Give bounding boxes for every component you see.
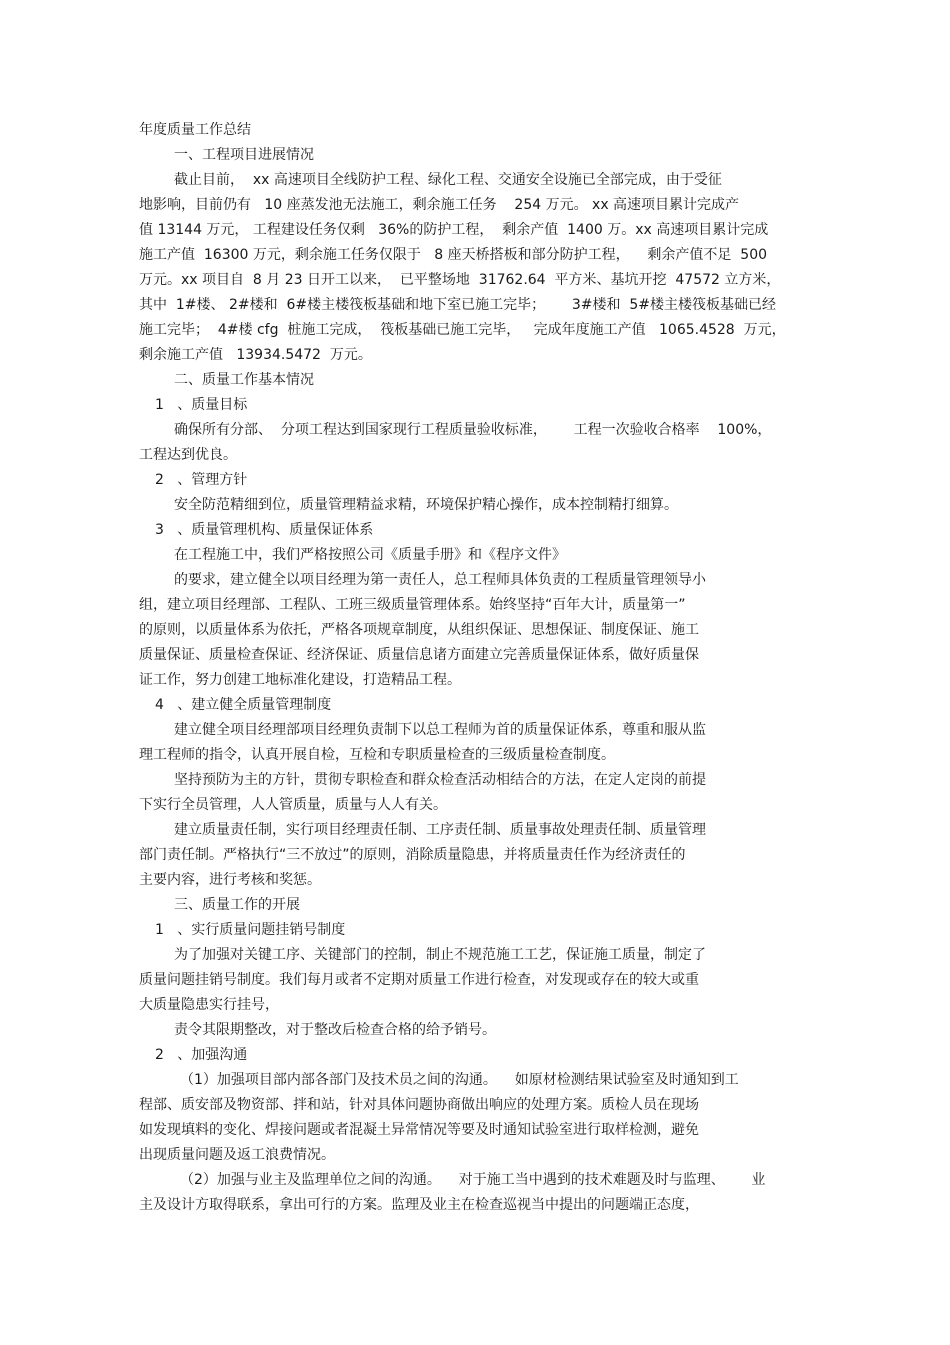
text-line: 为了加强对关键工序、关键部门的控制，制止不规范施工工艺，保证施工质量，制定了 [174, 947, 706, 963]
text-line: 质量问题挂销号制度。我们每月或者不定期对质量工作进行检查，对发现或存在的较大或重 [139, 972, 699, 988]
text-line: 责令其限期整改，对于整改后检查合格的给予销号。 [174, 1022, 496, 1038]
text-line: 安全防范精细到位，质量管理精益求精，环境保护精心操作，成本控制精打细算。 [174, 497, 678, 513]
text-line: 二、质量工作基本情况 [174, 372, 314, 388]
text-line: （2）加强与业主及监理单位之间的沟通。 对于施工当中遇到的技术难题及时与监理、 业 [180, 1172, 766, 1188]
text-line: 理工程师的指令，认真开展自检，互检和专职质量检查的三级质量检查制度。 [139, 747, 615, 763]
text-line: 值 13144 万元， 工程建设任务仅剩 36%的防护工程， 剩余产值 1400 万。xx 高速项目累计完成 [139, 222, 769, 238]
text-line: 建立质量责任制，实行项目经理责任制、工序责任制、质量事故处理责任制、质量管理 [174, 822, 706, 838]
text-line: 的要求，建立健全以项目经理为第一责任人，总工程师具体负责的工程质量管理领导小 [174, 572, 706, 588]
text-line: 万元。xx 项目自 8 月 23 日开工以来， 已平整场地 31762.64 平方米、基坑开挖 47572 立方米， [139, 272, 781, 288]
text-line: 主要内容，进行考核和奖惩。 [139, 872, 321, 888]
text-line: 组，建立项目经理部、工程队、工班三级质量管理体系。始终坚持“百年大计，质量第一” [139, 597, 686, 613]
text-line: 部门责任制。严格执行“三不放过”的原则，消除质量隐患，并将质量责任作为经济责任的 [139, 847, 686, 863]
text-line: 工程达到优良。 [139, 447, 237, 463]
text-line: 质量保证、质量检查保证、经济保证、质量信息诸方面建立完善质量保证体系，做好质量保 [139, 647, 699, 663]
text-line: 一、工程项目进展情况 [174, 147, 314, 163]
text-line: 4 、建立健全质量管理制度 [155, 697, 332, 713]
text-line: 剩余施工产值 13934.5472 万元。 [139, 347, 372, 363]
text-line: 三、质量工作的开展 [174, 897, 300, 913]
text-line: 其中 1#楼、 2#楼和 6#楼主楼筏板基础和地下室已施工完毕； 3#楼和 5#楼主楼筏板基础已经 [139, 297, 777, 313]
text-line: 在工程施工中，我们严格按照公司《质量手册》和《程序文件》 [174, 547, 566, 563]
text-line: 证工作，努力创建工地标准化建设，打造精品工程。 [139, 672, 461, 688]
text-line: （1）加强项目部内部各部门及技术员之间的沟通。 如原材检测结果试验室及时通知到工 [180, 1072, 739, 1088]
text-line: 2 、管理方针 [155, 472, 248, 488]
text-line: 3 、质量管理机构、质量保证体系 [155, 522, 374, 538]
text-line: 程部、质安部及物资部、拌和站，针对具体问题协商做出响应的处理方案。质检人员在现场 [139, 1097, 699, 1113]
text-line: 坚持预防为主的方针，贯彻专职检查和群众检查活动相结合的方法，在定人定岗的前提 [174, 772, 706, 788]
text-line: 截止目前， xx 高速项目全线防护工程、绿化工程、交通安全设施已全部完成，由于受征 [174, 172, 722, 188]
text-line: 如发现填料的变化、焊接问题或者混凝土异常情况等要及时通知试验室进行取样检测，避免 [139, 1122, 699, 1138]
text-line: 下实行全员管理，人人管质量，质量与人人有关。 [139, 797, 447, 813]
text-line: 1 、质量目标 [155, 397, 248, 413]
text-line: 施工完毕； 4#楼 cfg 桩施工完成， 筏板基础已施工完毕， 完成年度施工产值 1065.4528 万元， [139, 322, 786, 338]
text-line: 1 、实行质量问题挂销号制度 [155, 922, 346, 938]
text-line: 主及设计方取得联系，拿出可行的方案。监理及业主在检查巡视当中提出的问题端正态度， [139, 1197, 699, 1213]
text-line: 确保所有分部、 分项工程达到国家现行工程质量验收标准， 工程一次验收合格率 100%， [174, 422, 772, 438]
text-line: 的原则，以质量体系为依托，严格各项规章制度，从组织保证、思想保证、制度保证、施工 [139, 622, 699, 638]
text-line: 地影响，目前仍有 10 座蒸发池无法施工，剩余施工任务 254 万元。 xx 高速项目累计完成产 [139, 197, 740, 213]
text-line: 出现质量问题及返工浪费情况。 [139, 1147, 335, 1163]
text-line: 建立健全项目经理部项目经理负责制下以总工程师为首的质量保证体系，尊重和服从监 [174, 722, 706, 738]
document-title: 年度质量工作总结 [139, 122, 251, 138]
text-line: 2 、加强沟通 [155, 1047, 248, 1063]
text-line: 施工产值 16300 万元，剩余施工任务仅限于 8 座天桥搭板和部分防护工程， 剩余产值不足 500 [139, 247, 768, 263]
text-line: 大质量隐患实行挂号， [139, 997, 279, 1013]
